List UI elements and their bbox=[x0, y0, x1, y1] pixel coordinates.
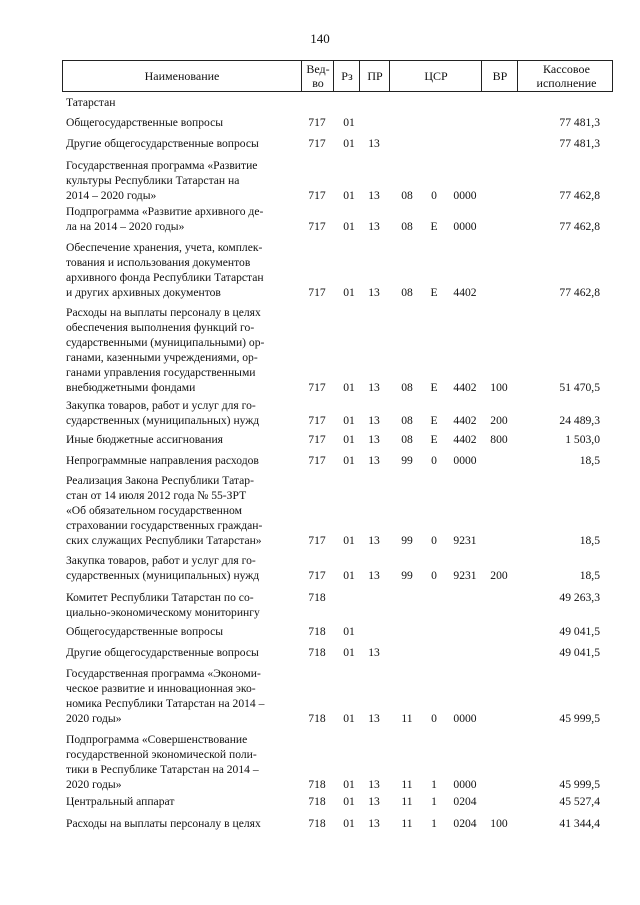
row-name-line: Подпрограмма «Совершенствование bbox=[66, 733, 248, 746]
row-name-line: ла на 2014 – 2020 годы» bbox=[66, 220, 185, 233]
cell-rz: 01 bbox=[343, 433, 355, 446]
cell-ved: 717 bbox=[308, 286, 326, 299]
header-csr: ЦСР bbox=[389, 61, 482, 91]
row-name-line: тики в Республике Татарстан на 2014 – bbox=[66, 763, 259, 776]
row-name-line: 2020 годы» bbox=[66, 712, 122, 725]
header-ved: Вед- во bbox=[301, 61, 334, 91]
cell-c2: 0 bbox=[431, 454, 437, 467]
row-name-line: ганами управления государственными bbox=[66, 366, 256, 379]
cell-pr: 13 bbox=[368, 286, 380, 299]
cell-sum: 45 527,4 bbox=[559, 795, 600, 808]
cell-ved: 718 bbox=[308, 778, 326, 791]
row-name-line: Непрограммные направления расходов bbox=[66, 454, 259, 467]
cell-sum: 18,5 bbox=[579, 534, 600, 547]
row-name-line: и других архивных документов bbox=[66, 286, 221, 299]
row-name bbox=[66, 432, 296, 447]
cell-sum: 49 041,5 bbox=[559, 625, 600, 638]
cell-pr: 13 bbox=[368, 189, 380, 202]
cell-c3: 4402 bbox=[453, 286, 477, 299]
cell-sum: 49 041,5 bbox=[559, 646, 600, 659]
row-name bbox=[66, 158, 296, 203]
row-name-line: ганами, казенными учреждениями, ор- bbox=[66, 351, 258, 364]
cell-c2: 1 bbox=[431, 778, 437, 791]
row-name-line: Закупка товаров, работ и услуг для го- bbox=[66, 399, 256, 412]
row-name-line: Обеспечение хранения, учета, комплек- bbox=[66, 241, 263, 254]
cell-c1: 08 bbox=[401, 189, 413, 202]
row-name-line: 2020 годы» bbox=[66, 778, 122, 791]
row-name-line: архивного фонда Республики Татарстан bbox=[66, 271, 264, 284]
cell-pr: 13 bbox=[368, 778, 380, 791]
cell-sum: 41 344,4 bbox=[559, 817, 600, 830]
cell-pr: 13 bbox=[368, 646, 380, 659]
header-name: Наименование bbox=[144, 69, 220, 83]
cell-c1: 08 bbox=[401, 381, 413, 394]
row-name bbox=[66, 398, 296, 428]
row-name bbox=[66, 305, 296, 395]
cell-c3: 0204 bbox=[453, 795, 477, 808]
cell-vr: 100 bbox=[490, 381, 508, 394]
row-name-line: Государственная программа «Развитие bbox=[66, 159, 258, 172]
cell-rz: 01 bbox=[343, 534, 355, 547]
cell-c1: 99 bbox=[401, 569, 413, 582]
cell-c2: Е bbox=[430, 381, 438, 394]
cell-sum: 77 462,8 bbox=[559, 220, 600, 233]
cell-sum: 51 470,5 bbox=[559, 381, 600, 394]
cell-ved: 717 bbox=[308, 137, 326, 150]
cell-c1: 11 bbox=[401, 712, 413, 725]
cell-ved: 717 bbox=[308, 220, 326, 233]
cell-sum: 77 462,8 bbox=[559, 189, 600, 202]
cell-rz: 01 bbox=[343, 137, 355, 150]
cell-c1: 11 bbox=[401, 778, 413, 791]
cell-c1: 11 bbox=[401, 795, 413, 808]
row-name bbox=[66, 732, 296, 792]
cell-sum: 49 263,3 bbox=[559, 591, 600, 604]
row-name bbox=[66, 453, 296, 468]
cell-c2: 0 bbox=[431, 534, 437, 547]
row-name bbox=[66, 204, 296, 234]
row-name-line: Расходы на выплаты персоналу в целях bbox=[66, 306, 261, 319]
cell-c1: 99 bbox=[401, 534, 413, 547]
cell-ved: 717 bbox=[308, 534, 326, 547]
row-name bbox=[66, 816, 296, 831]
cell-ved: 717 bbox=[308, 381, 326, 394]
row-name-line: номика Республики Татарстан на 2014 – bbox=[66, 697, 265, 710]
cell-pr: 13 bbox=[368, 454, 380, 467]
row-name bbox=[66, 473, 296, 548]
cell-rz: 01 bbox=[343, 116, 355, 129]
cell-sum: 77 481,3 bbox=[559, 116, 600, 129]
cell-c3: 9231 bbox=[453, 569, 477, 582]
cell-c2: Е bbox=[430, 220, 438, 233]
cell-sum: 45 999,5 bbox=[559, 778, 600, 791]
page-number: 140 bbox=[310, 31, 330, 46]
cell-rz: 01 bbox=[343, 625, 355, 638]
row-name-line: Общегосударственные вопросы bbox=[66, 116, 224, 129]
header-vr: ВР bbox=[481, 61, 518, 91]
cell-rz: 01 bbox=[343, 646, 355, 659]
row-name-line: Центральный аппарат bbox=[66, 795, 175, 808]
row-name-line: Татарстан bbox=[66, 96, 116, 109]
row-name bbox=[66, 136, 296, 151]
row-name bbox=[66, 624, 296, 639]
row-name-line: сударственных (муниципальных) нужд bbox=[66, 414, 260, 427]
cell-pr: 13 bbox=[368, 433, 380, 446]
cell-c1: 11 bbox=[401, 817, 413, 830]
cell-c1: 08 bbox=[401, 220, 413, 233]
cell-pr: 13 bbox=[368, 817, 380, 830]
row-name bbox=[66, 95, 296, 110]
cell-sum: 45 999,5 bbox=[559, 712, 600, 725]
row-name-line: культуры Республики Татарстан на bbox=[66, 174, 240, 187]
cell-vr: 100 bbox=[490, 817, 508, 830]
cell-ved: 717 bbox=[308, 116, 326, 129]
cell-rz: 01 bbox=[343, 817, 355, 830]
cell-c3: 0000 bbox=[453, 712, 477, 725]
row-name-line: стан от 14 июля 2012 года № 55-ЗРТ bbox=[66, 489, 247, 502]
cell-c1: 08 bbox=[401, 433, 413, 446]
table-header bbox=[62, 60, 613, 92]
cell-rz: 01 bbox=[343, 189, 355, 202]
row-name-line: 2014 – 2020 годы» bbox=[66, 189, 157, 202]
cell-ved: 718 bbox=[308, 591, 326, 604]
cell-sum: 1 503,0 bbox=[565, 433, 600, 446]
cell-c3: 0204 bbox=[453, 817, 477, 830]
cell-ved: 718 bbox=[308, 795, 326, 808]
row-name-line: «Об обязательном государственном bbox=[66, 504, 242, 517]
cell-pr: 13 bbox=[368, 534, 380, 547]
cell-ved: 717 bbox=[308, 433, 326, 446]
cell-rz: 01 bbox=[343, 795, 355, 808]
row-name-line: Общегосударственные вопросы bbox=[66, 625, 224, 638]
cell-vr: 200 bbox=[490, 569, 508, 582]
cell-c2: 1 bbox=[431, 817, 437, 830]
cell-c3: 0000 bbox=[453, 220, 477, 233]
cell-pr: 13 bbox=[368, 220, 380, 233]
row-name bbox=[66, 115, 296, 130]
header-rz: Рз bbox=[333, 61, 360, 91]
cell-vr: 200 bbox=[490, 414, 508, 427]
row-name-line: Расходы на выплаты персоналу в целях bbox=[66, 817, 261, 830]
row-name-line: Закупка товаров, работ и услуг для го- bbox=[66, 554, 256, 567]
cell-c1: 99 bbox=[401, 454, 413, 467]
cell-rz: 01 bbox=[343, 778, 355, 791]
cell-sum: 18,5 bbox=[579, 454, 600, 467]
row-name-line: страховании государственных граждан- bbox=[66, 519, 263, 532]
cell-sum: 77 462,8 bbox=[559, 286, 600, 299]
cell-sum: 77 481,3 bbox=[559, 137, 600, 150]
cell-rz: 01 bbox=[343, 381, 355, 394]
cell-sum: 24 489,3 bbox=[559, 414, 600, 427]
row-name-line: Комитет Республики Татарстан по со- bbox=[66, 591, 254, 604]
cell-vr: 800 bbox=[490, 433, 508, 446]
row-name-line: государственной экономической поли- bbox=[66, 748, 257, 761]
row-name-line: Другие общегосударственные вопросы bbox=[66, 646, 259, 659]
cell-c3: 4402 bbox=[453, 414, 477, 427]
cell-sum: 18,5 bbox=[579, 569, 600, 582]
cell-ved: 717 bbox=[308, 569, 326, 582]
cell-ved: 717 bbox=[308, 189, 326, 202]
cell-c3: 9231 bbox=[453, 534, 477, 547]
cell-c1: 08 bbox=[401, 286, 413, 299]
row-name bbox=[66, 240, 296, 300]
row-name-line: сударственными (муниципальными) ор- bbox=[66, 336, 265, 349]
cell-rz: 01 bbox=[343, 414, 355, 427]
cell-c3: 4402 bbox=[453, 433, 477, 446]
cell-rz: 01 bbox=[343, 712, 355, 725]
cell-pr: 13 bbox=[368, 795, 380, 808]
cell-pr: 13 bbox=[368, 381, 380, 394]
cell-rz: 01 bbox=[343, 286, 355, 299]
row-name-line: Другие общегосударственные вопросы bbox=[66, 137, 259, 150]
cell-c3: 0000 bbox=[453, 454, 477, 467]
row-name bbox=[66, 666, 296, 726]
header-sum: Кассовое исполнение bbox=[517, 61, 615, 91]
cell-ved: 718 bbox=[308, 625, 326, 638]
cell-ved: 718 bbox=[308, 712, 326, 725]
row-name-line: внебюджетными фондами bbox=[66, 381, 196, 394]
cell-pr: 13 bbox=[368, 137, 380, 150]
cell-pr: 13 bbox=[368, 569, 380, 582]
row-name-line: сударственных (муниципальных) нужд bbox=[66, 569, 260, 582]
cell-c2: Е bbox=[430, 433, 438, 446]
row-name bbox=[66, 645, 296, 660]
cell-c2: 0 bbox=[431, 569, 437, 582]
row-name-line: обеспечения выполнения функций го- bbox=[66, 321, 255, 334]
row-name-line: тования и использования документов bbox=[66, 256, 251, 269]
row-name-line: Иные бюджетные ассигнования bbox=[66, 433, 223, 446]
row-name-line: Государственная программа «Экономи- bbox=[66, 667, 261, 680]
cell-c2: 1 bbox=[431, 795, 437, 808]
row-name bbox=[66, 553, 296, 583]
cell-rz: 01 bbox=[343, 220, 355, 233]
cell-c3: 4402 bbox=[453, 381, 477, 394]
cell-ved: 718 bbox=[308, 646, 326, 659]
cell-ved: 718 bbox=[308, 817, 326, 830]
cell-c2: Е bbox=[430, 286, 438, 299]
cell-c2: 0 bbox=[431, 712, 437, 725]
cell-ved: 717 bbox=[308, 414, 326, 427]
row-name bbox=[66, 590, 296, 620]
cell-c2: 0 bbox=[431, 189, 437, 202]
row-name-line: ческое развитие и инновационная эко- bbox=[66, 682, 256, 695]
cell-c3: 0000 bbox=[453, 189, 477, 202]
cell-c1: 08 bbox=[401, 414, 413, 427]
cell-ved: 717 bbox=[308, 454, 326, 467]
row-name-line: циально-экономическому мониторингу bbox=[66, 606, 260, 619]
cell-rz: 01 bbox=[343, 454, 355, 467]
header-pr: ПР bbox=[359, 61, 390, 91]
cell-pr: 13 bbox=[368, 712, 380, 725]
cell-pr: 13 bbox=[368, 414, 380, 427]
row-name-line: Подпрограмма «Развитие архивного де- bbox=[66, 205, 264, 218]
row-name-line: ских служащих Республики Татарстан» bbox=[66, 534, 262, 547]
row-name-line: Реализация Закона Республики Татар- bbox=[66, 474, 254, 487]
cell-c3: 0000 bbox=[453, 778, 477, 791]
row-name bbox=[66, 794, 296, 809]
cell-rz: 01 bbox=[343, 569, 355, 582]
cell-c2: Е bbox=[430, 414, 438, 427]
